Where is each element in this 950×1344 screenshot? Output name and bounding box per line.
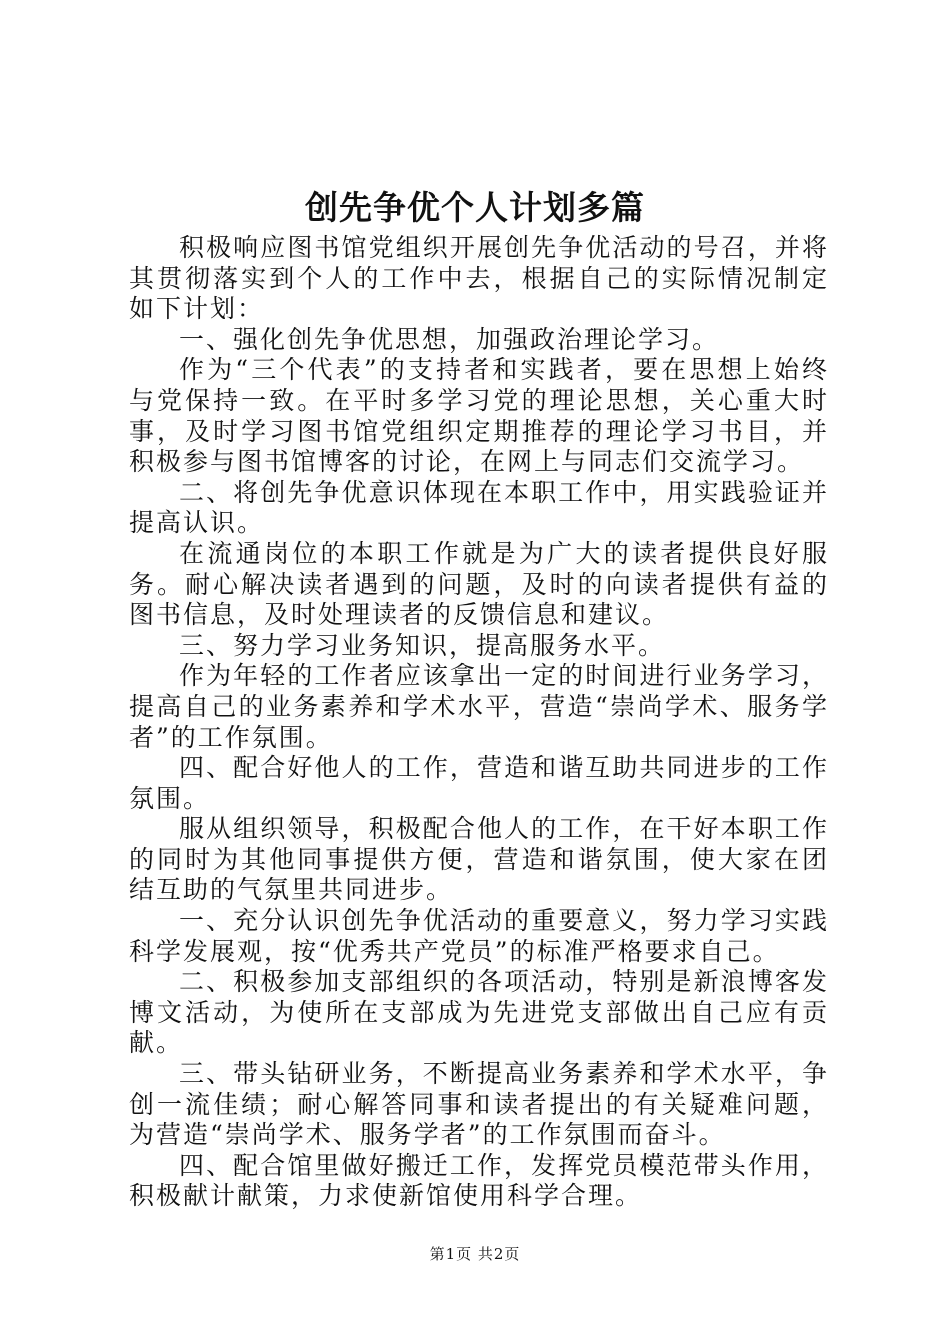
paragraph-section-2: 在流通岗位的本职工作就是为广大的读者提供良好服务。耐心解决读者遇到的问题，及时的向读者提供有益的图书信息，及时处理读者的反馈信息和建议。 [129,538,829,630]
document-title: 创先争优个人计划多篇 [305,188,645,227]
plan-item-1: 一、充分认识创先争优活动的重要意义，努力学习实践科学发展观，按“优秀共产党员”的标准严格要求自己。 [129,906,829,966]
document-body [129,233,829,1212]
plan-item-2: 二、积极参加支部组织的各项活动，特别是新浪博客发博文活动，为使所在支部成为先进党支部做出自己应有贡献。 [129,967,829,1058]
paragraph-section-1: 作为“三个代表”的支持者和实践者，要在思想上始终与党保持一致。在平时多学习党的理论思想，关心重大时事，及时学习图书馆党组织定期推荐的理论学习书目，并积极参与图书馆博客的讨论，在网上与同志们交流学习。 [129,355,829,477]
paragraph-section-4: 服从组织领导，积极配合他人的工作，在干好本职工作的同时为其他同事提供方便，营造和谐氛围，使大家在团结互助的气氛里共同进步。 [129,814,829,905]
paragraph-intro: 积极响应图书馆党组织开展创先争优活动的号召，并将其贯彻落实到个人的工作中去，根据自己的实际情况制定如下计划： [129,233,829,324]
heading-section-3: 三、努力学习业务知识，提高服务水平。 [179,630,666,660]
heading-section-1: 一、强化创先争优思想，加强政治理论学习。 [179,324,720,354]
plan-item-4: 四、配合馆里做好搬迁工作，发挥党员模范带头作用，积极献计献策，力求使新馆使用科学合理。 [129,1150,829,1211]
heading-section-4: 四、配合好他人的工作，营造和谐互助共同进步的工作氛围。 [129,753,829,813]
heading-section-2: 二、将创先争优意识体现在本职工作中，用实践验证并提高认识。 [129,477,829,538]
paragraph-section-3: 作为年轻的工作者应该拿出一定的时间进行业务学习，提高自己的业务素养和学术水平，营造“崇尚学术、服务学者”的工作氛围。 [129,661,829,752]
page-number-footer: 第1页 共2页 [429,1245,521,1263]
plan-item-3: 三、带头钻研业务，不断提高业务素养和学术水平，争创一流佳绩；耐心解答同事和读者提出的有关疑难问题，为营造“崇尚学术、服务学者”的工作氛围而奋斗。 [129,1059,829,1150]
